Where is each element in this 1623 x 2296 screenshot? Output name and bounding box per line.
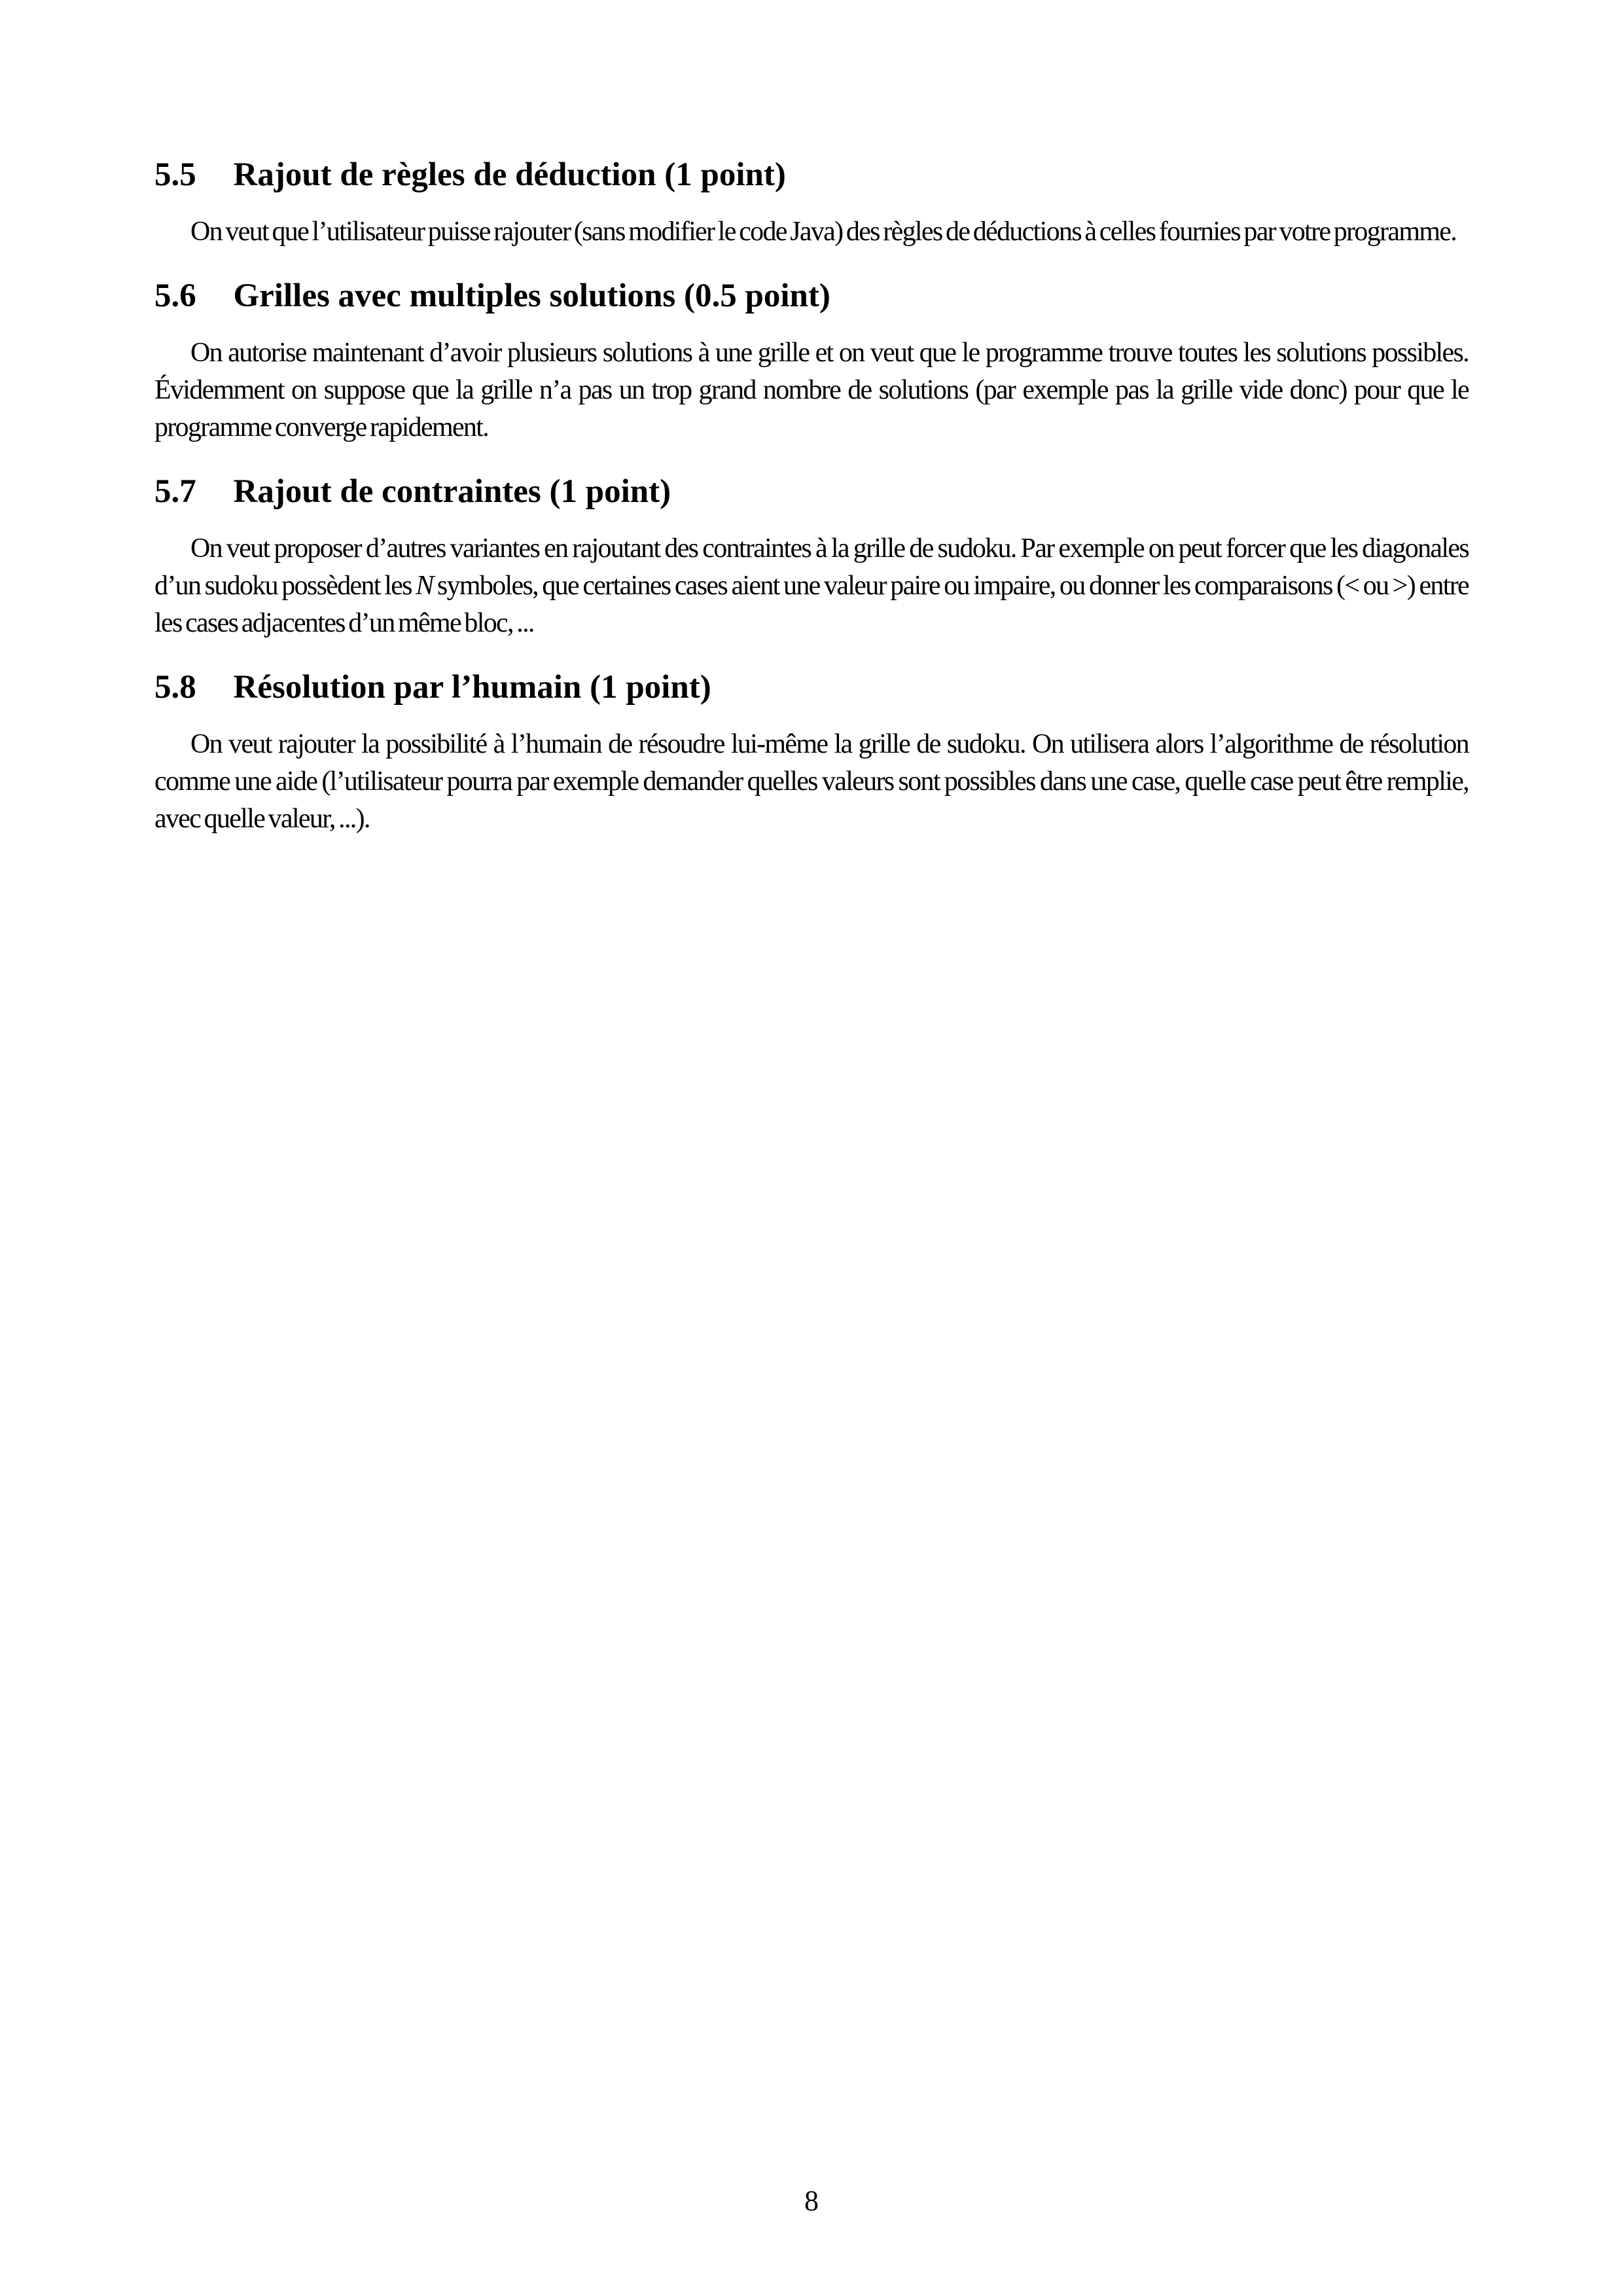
section-heading [154,277,1469,315]
section-heading [154,473,1469,511]
section-body: On veut rajouter la possibilité à l’humain de résoudre lui-même la grille de sudoku. On utilisera alors l’algorithme de résolution comme une aide (l’utilisateur pourra par exemple demander quelles valeurs sont possibles dans une case, quelle case peut être remplie, avec quelle valeur, ...). [154,729,1469,834]
section-5-8 [154,668,1469,838]
math-variable-n: N [416,571,433,601]
section-heading [154,668,1469,706]
section-title: Résolution par l’humain (1 point) [233,669,711,706]
section-number: 5.8 [154,669,196,706]
section-5-7 [154,473,1469,642]
body-text-before-math: On veut proposer d’autres variantes en rajoutant des contraintes à la grille de sudoku. Par exemple on peut forcer que les diagonales d’un sudoku possèdent les [154,533,1469,601]
section-5-5 [154,156,1469,251]
section-5-6 [154,277,1469,446]
section-title: Grilles avec multiples solutions (0.5 point) [233,278,830,314]
section-title: Rajout de contraintes (1 point) [233,473,671,510]
section-number: 5.6 [154,278,196,314]
section-body: On autorise maintenant d’avoir plusieurs solutions à une grille et on veut que le programme trouve toutes les solutions possibles. Évidemment on suppose que la grille n’a pas un trop grand nombre de solutions (par exemple pas la grille vide donc) pour que le programme converge rapidement. [154,338,1469,442]
section-number: 5.7 [154,473,196,510]
body-text-after-math: symboles, que certaines cases aient une valeur paire ou impaire, ou donner les comparaisons (< ou >) entre les cases adjacentes d’un même bloc, ... [154,571,1469,638]
page-footer [0,2185,1623,2217]
section-body: On veut que l’utilisateur puisse rajouter (sans modifier le code Java) des règles de déductions à celles fournies par votre programme. [190,217,1457,247]
section-number: 5.5 [154,156,196,193]
section-heading [154,156,1469,194]
section-title: Rajout de règles de déduction (1 point) [233,156,786,193]
section-body [154,530,1469,642]
page-number: 8 [804,2185,819,2217]
page-content [154,156,1469,864]
